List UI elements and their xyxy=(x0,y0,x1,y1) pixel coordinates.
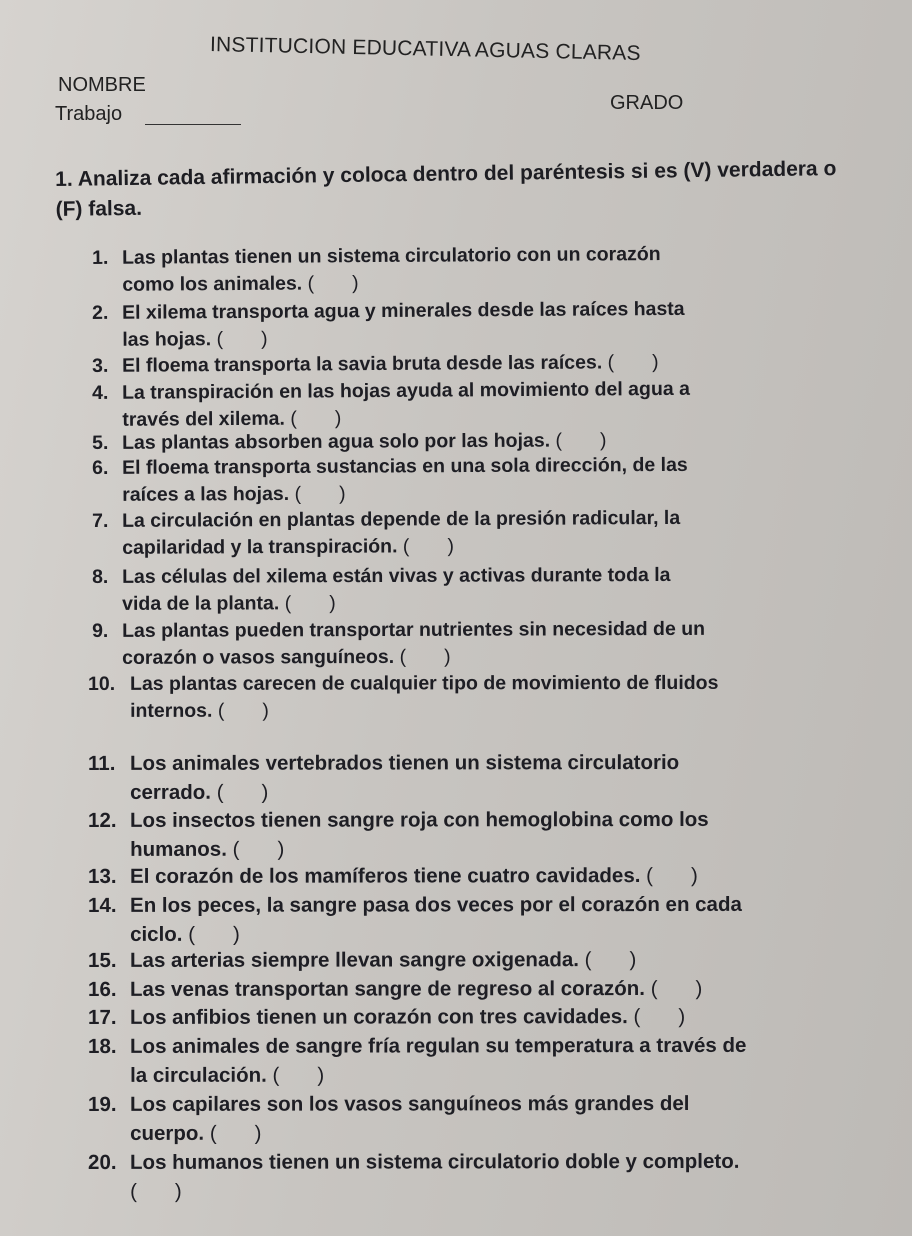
statement-number: 13. xyxy=(88,864,117,888)
statement-item xyxy=(88,670,718,725)
answer-blank[interactable]: ( ) xyxy=(640,863,698,888)
statement-text: Los animales de sangre fría regulan su temperatura a través de xyxy=(130,1033,747,1058)
statement-text: Las venas transportan sangre de regreso al corazón. xyxy=(130,977,646,1001)
statement-number: 11. xyxy=(88,751,116,775)
statement-number: 9. xyxy=(92,619,109,642)
statement-item xyxy=(92,452,688,509)
answer-blank[interactable]: ( ) xyxy=(289,482,346,505)
statement-item xyxy=(88,805,709,864)
statement-item xyxy=(88,1147,740,1206)
trabajo-blank-line[interactable] xyxy=(145,124,241,125)
statement-item xyxy=(88,748,679,807)
statement-text: Las plantas tienen un sistema circulatorio con un corazón xyxy=(122,243,661,269)
statement-text: Los anfibios tienen un corazón con tres cavidades. xyxy=(130,1005,628,1029)
statement-text-continued: las hojas. ( ) xyxy=(122,327,268,351)
statement-number: 19. xyxy=(88,1092,117,1116)
statement-text: Los capilares son los vasos sanguíneos más grandes del xyxy=(130,1091,690,1116)
statement-text-continued: humanos. ( ) xyxy=(130,837,285,861)
statement-text-continued: internos. ( ) xyxy=(130,699,269,722)
statement-item xyxy=(92,241,661,299)
statement-item xyxy=(88,1089,690,1148)
statement-item xyxy=(92,296,685,354)
statement-text-continued: cerrado. ( ) xyxy=(130,780,269,804)
statement-text: Las células del xilema están vivas y activas durante toda la xyxy=(122,563,671,588)
statement-number: 1. xyxy=(92,246,109,269)
statement-text-continued: la circulación. ( ) xyxy=(130,1063,325,1087)
statement-text: Las plantas carecen de cualquier tipo de movimiento de fluidos xyxy=(130,671,719,695)
answer-blank[interactable]: ( ) xyxy=(226,837,285,861)
statement-item xyxy=(92,349,659,380)
statement-text: El xilema transporta agua y minerales desde las raíces hasta xyxy=(122,297,685,324)
statement-number: 17. xyxy=(88,1005,117,1029)
statement-number: 4. xyxy=(92,381,109,404)
statement-item xyxy=(88,974,702,1004)
answer-blank[interactable]: ( ) xyxy=(210,780,269,804)
statement-number: 8. xyxy=(92,565,109,588)
answer-blank[interactable]: ( ) xyxy=(279,592,336,615)
answer-blank[interactable]: ( ) xyxy=(211,327,268,351)
statement-answer-line xyxy=(88,1176,739,1206)
statement-text: La circulación en plantas depende de la presión radicular, la xyxy=(122,506,681,532)
statement-text: Las arterias siempre llevan sangre oxigenada. xyxy=(130,948,579,972)
answer-blank[interactable]: ( ) xyxy=(284,407,342,430)
statement-text-continued: cuerpo. ( ) xyxy=(130,1121,262,1145)
statement-number: 3. xyxy=(92,354,109,377)
answer-blank[interactable]: ( ) xyxy=(212,699,269,722)
answer-blank[interactable]: ( ) xyxy=(578,948,637,972)
statement-item xyxy=(92,376,690,434)
statement-text-continued: capilaridad y la transpiración. ( ) xyxy=(122,535,454,559)
answer-blank[interactable]: ( ) xyxy=(397,535,454,558)
statement-number: 5. xyxy=(92,431,109,454)
statement-text-continued: como los animales. ( ) xyxy=(122,272,359,296)
answer-blank[interactable]: ( ) xyxy=(394,645,451,668)
statement-text: En los peces, la sangre pasa dos veces por el corazón en cada xyxy=(130,892,742,917)
answer-blank[interactable]: ( ) xyxy=(204,1121,262,1145)
answer-blank[interactable]: ( ) xyxy=(644,976,703,1001)
answer-blank[interactable]: ( ) xyxy=(302,272,359,295)
institution-title: INSTITUCION EDUCATIVA AGUAS CLARAS xyxy=(209,33,641,66)
statement-text: Los animales vertebrados tienen un sistema circulatorio xyxy=(130,750,680,775)
statement-number: 12. xyxy=(88,808,117,832)
statement-text: Los insectos tienen sangre roja con hemoglobina como los xyxy=(130,807,709,832)
statement-number: 20. xyxy=(88,1150,117,1174)
statement-text-continued: vida de la planta. ( ) xyxy=(122,592,336,615)
trabajo-label: Trabajo xyxy=(55,103,123,125)
statement-number: 7. xyxy=(92,509,109,532)
statement-item xyxy=(88,945,636,975)
statement-text: Los humanos tienen un sistema circulatorio doble y completo. xyxy=(130,1149,740,1174)
statement-item xyxy=(92,616,705,672)
statement-number: 16. xyxy=(88,977,117,1001)
statement-number: 18. xyxy=(88,1034,117,1058)
statement-item xyxy=(88,890,742,949)
statement-item xyxy=(88,861,698,891)
statement-number: 2. xyxy=(92,301,109,324)
statement-item xyxy=(92,505,680,562)
instruction-text: 1. Analiza cada afirmación y coloca dentro del paréntesis si es (V) verdadera o (F) falsa. xyxy=(55,157,837,221)
statement-item xyxy=(92,562,671,618)
statement-text: Las plantas pueden transportar nutrientes sin necesidad de un xyxy=(122,617,706,642)
statement-text: El floema transporta sustancias en una sola dirección, de las xyxy=(122,453,688,479)
statement-text: La transpiración en las hojas ayuda al movimiento del agua a xyxy=(122,377,690,404)
answer-blank[interactable]: ( ) xyxy=(130,1179,182,1203)
answer-blank[interactable]: ( ) xyxy=(266,1063,325,1087)
statement-text-continued: través del xilema. ( ) xyxy=(122,407,342,431)
answer-blank[interactable]: ( ) xyxy=(602,351,659,374)
statement-text: El corazón de los mamíferos tiene cuatro cavidades. xyxy=(130,864,641,888)
statement-text-continued: raíces a las hojas. ( ) xyxy=(122,482,346,506)
statement-number: 10. xyxy=(88,672,116,695)
statement-number: 6. xyxy=(92,456,109,479)
statement-text: El floema transporta la savia bruta desde las raíces. xyxy=(122,351,603,377)
statement-item xyxy=(88,1002,685,1032)
statement-text-continued: corazón o vasos sanguíneos. ( ) xyxy=(122,645,451,669)
answer-blank[interactable]: ( ) xyxy=(182,922,240,946)
answer-blank[interactable]: ( ) xyxy=(627,1004,686,1029)
grado-label: GRADO xyxy=(610,92,684,114)
statement-number: 15. xyxy=(88,948,117,972)
statement-item xyxy=(88,1031,746,1090)
statement-text-continued: ciclo. ( ) xyxy=(130,922,240,946)
statement-text: Las plantas absorben agua solo por las hojas. xyxy=(122,429,551,454)
nombre-label: NOMBRE xyxy=(58,74,146,96)
answer-blank[interactable]: ( ) xyxy=(550,429,607,452)
statement-number: 14. xyxy=(88,893,117,917)
